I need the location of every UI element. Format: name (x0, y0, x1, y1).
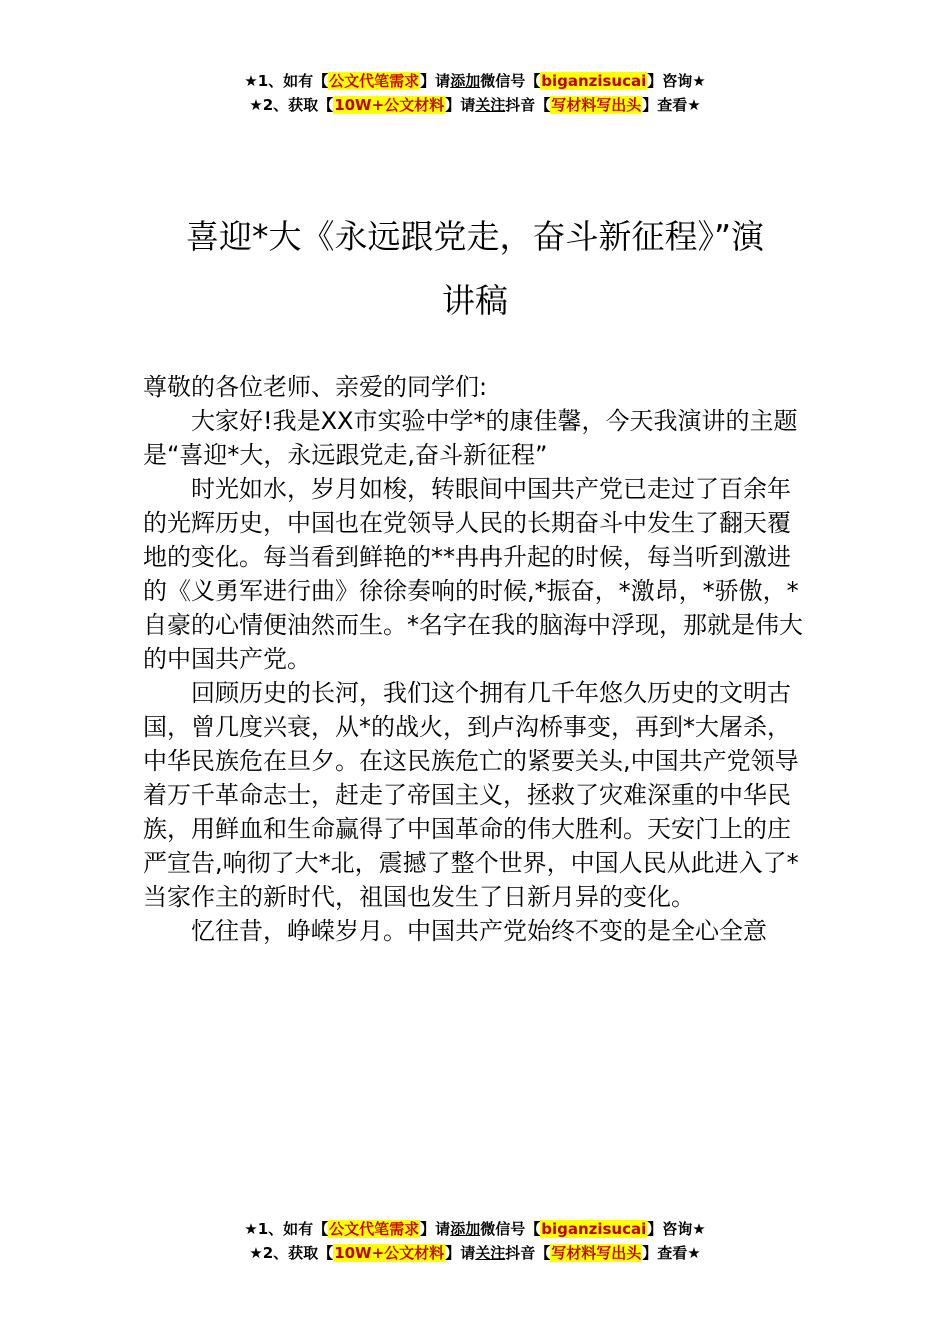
banner-line-2 (0, 93, 950, 117)
banner-highlight: 写材料写出头 (551, 96, 642, 114)
header-banner (0, 69, 950, 117)
banner-highlight: 10W+公文材料 (334, 1244, 445, 1262)
banner-text: ★1、如有【 (244, 1220, 329, 1238)
banner-line-1 (0, 69, 950, 93)
banner-highlight: biganzisucai (541, 72, 647, 90)
banner-underline: 关注 (475, 1244, 506, 1262)
banner-highlight: 公文代笔需求 (329, 1220, 420, 1238)
paragraph: 时光如水，岁月如梭，转眼间中国共产党已走过了百余年的光辉历史，中国也在党领导人民的长期奋斗中发生了翻天覆地的变化。每当看到鲜艳的**冉冉升起的时候，每当听到激进的《义勇军进行曲》徐徐奏响的时候,*振奋，*激昂，*骄傲，*自豪的心情便油然而生。*名字在我的脑海中浮现，那就是伟大的中国共产党。 (143, 475, 803, 673)
paragraph: 回顾历史的长河，我们这个拥有几千年悠久历史的文明古国，曾几度兴衰，从*的战火，到卢沟桥事变，再到*大屠杀，中华民族危在旦夕。在这民族危亡的紧要关头,中国共产党领导着万千革命志士，赶走了帝国主义，拯救了灾难深重的中华民族，用鲜血和生命赢得了中国革命的伟大胜利。天安门上的庄严宣告,响彻了大*北，震撼了整个世界，中国人民从此进入了*当家作主的新时代，祖国也发生了日新月异的变化。 (143, 679, 799, 911)
banner-underline: 添加 (450, 1220, 481, 1238)
banner-text: 微信号【 (480, 72, 541, 90)
banner-text: 】查看★ (642, 96, 701, 114)
paragraph: 忆往昔，峥嵘岁月。中国共产党始终不变的是全心全意 (191, 917, 767, 945)
banner-line-1 (0, 1217, 950, 1241)
footer-banner (0, 1217, 950, 1265)
paragraph: 大家好!我是XX市实验中学*的康佳馨，今天我演讲的主题是“喜迎*大，永远跟党走,奋斗新征程” (143, 407, 798, 469)
banner-highlight: biganzisucai (541, 1220, 647, 1238)
banner-text: 】请 (445, 96, 476, 114)
banner-text: 】咨询★ (647, 72, 706, 90)
banner-text: 抖音【 (505, 96, 551, 114)
title-line-1: 喜迎*大《永远跟党走，奋斗新征程》”演 (185, 217, 765, 256)
document-body (143, 370, 813, 948)
banner-text: 】请 (445, 1244, 476, 1262)
banner-underline: 添加 (450, 72, 481, 90)
banner-text: ★1、如有【 (244, 72, 329, 90)
banner-highlight: 10W+公文材料 (334, 96, 445, 114)
banner-line-2 (0, 1241, 950, 1265)
banner-text: 抖音【 (505, 1244, 551, 1262)
banner-text: 】查看★ (642, 1244, 701, 1262)
banner-highlight: 公文代笔需求 (329, 72, 420, 90)
banner-text: 】咨询★ (647, 1220, 706, 1238)
banner-text: 】请 (420, 1220, 451, 1238)
banner-text: ★2、获取【 (249, 96, 334, 114)
document-title (140, 205, 810, 333)
banner-underline: 关注 (475, 96, 506, 114)
banner-text: 】请 (420, 72, 451, 90)
title-line-2: 讲稿 (442, 281, 508, 320)
banner-text: 微信号【 (480, 1220, 541, 1238)
banner-text: ★2、获取【 (249, 1244, 334, 1262)
salutation: 尊敬的各位老师、亲爱的同学们: (143, 373, 488, 401)
banner-highlight: 写材料写出头 (551, 1244, 642, 1262)
